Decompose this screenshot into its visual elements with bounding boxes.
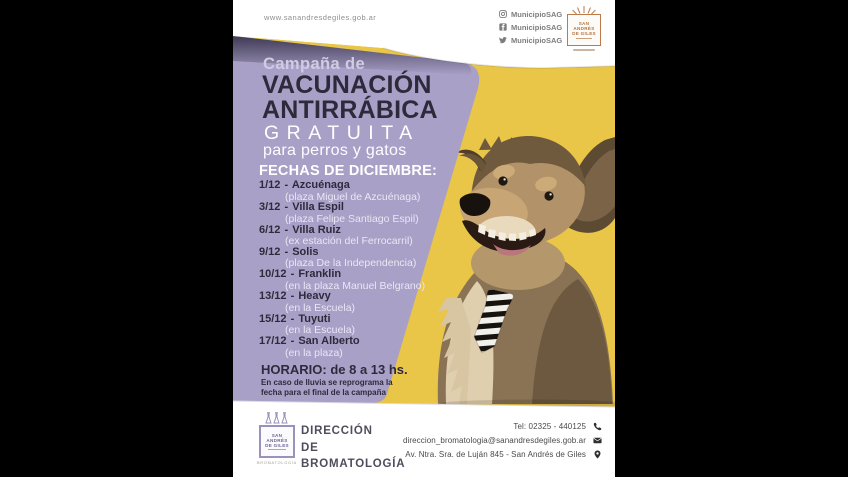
schedule-location: (plaza Miguel de Azcuénaga) bbox=[285, 190, 421, 203]
schedule-location: (en la plaza Manuel Belgrano) bbox=[285, 279, 426, 292]
sun-rays-icon bbox=[571, 5, 597, 14]
instagram-handle: MunicipioSAG bbox=[511, 9, 563, 19]
logo-rule bbox=[268, 449, 286, 450]
logo-line: ANDRÉS bbox=[266, 437, 288, 443]
schedule-separator: - bbox=[284, 201, 289, 214]
schedule-place: San Alberto bbox=[298, 335, 360, 348]
vaccination-flyer bbox=[233, 0, 615, 477]
logo-line: SAN bbox=[271, 432, 283, 438]
lab-flasks-icon bbox=[264, 412, 290, 425]
contact-row-email bbox=[403, 435, 602, 445]
facebook-handle: MunicipioSAG bbox=[511, 22, 563, 32]
schedule-location: (plaza De la Independencia) bbox=[285, 257, 417, 270]
social-row-facebook bbox=[499, 22, 562, 32]
schedule-item bbox=[259, 180, 425, 202]
schedule-place: Solis bbox=[292, 245, 319, 258]
schedule-separator: - bbox=[290, 290, 295, 303]
logo-slogan bbox=[573, 49, 595, 51]
logo-rule bbox=[576, 38, 592, 39]
schedule-date: 9/12 bbox=[259, 245, 281, 258]
bromatology-logo-box bbox=[259, 425, 295, 458]
street-address: Av. Ntra. Sra. de Luján 845 - San Andrés de Giles bbox=[405, 449, 586, 459]
schedule-location: (en la plaza) bbox=[285, 346, 343, 359]
hours-heading: HORARIO: de 8 a 13 hs. bbox=[261, 362, 408, 377]
schedule-location: (ex estación del Ferrocarril) bbox=[285, 235, 413, 248]
schedule-place: Villa Ruiz bbox=[292, 223, 341, 236]
schedule-separator: - bbox=[290, 335, 295, 348]
schedule-place: Heavy bbox=[298, 290, 331, 303]
municipality-logo bbox=[563, 5, 605, 51]
campaign-intro: Campaña de bbox=[263, 55, 366, 73]
department-line1: DIRECCIÓN bbox=[301, 425, 373, 437]
logo-line: ANDRÉS bbox=[573, 26, 595, 32]
schedule-separator: - bbox=[284, 179, 289, 191]
schedule-heading: FECHAS DE DICIEMBRE: bbox=[259, 163, 438, 179]
logo-line: DE GILES bbox=[572, 31, 596, 37]
website-url: www.sanandresdegiles.gob.ar bbox=[264, 13, 377, 22]
schedule-separator: - bbox=[290, 312, 295, 325]
schedule-place: Tuyuti bbox=[298, 312, 331, 325]
department-line2: DE bbox=[301, 441, 319, 454]
schedule-item bbox=[259, 247, 425, 269]
social-links bbox=[499, 9, 562, 45]
schedule-date: 6/12 bbox=[259, 223, 281, 236]
campaign-title-line1: VACUNACIÓN bbox=[262, 71, 432, 99]
logo-line: DE GILES bbox=[265, 442, 289, 448]
schedule-separator: - bbox=[290, 268, 295, 281]
schedule-item bbox=[259, 291, 425, 313]
schedule-item bbox=[259, 225, 425, 247]
schedule-date: 17/12 bbox=[259, 335, 287, 348]
schedule-item bbox=[259, 202, 425, 224]
schedule-separator: - bbox=[284, 223, 289, 236]
schedule-date: 13/12 bbox=[259, 290, 287, 303]
schedule-date: 3/12 bbox=[259, 201, 281, 214]
twitter-handle: MunicipioSAG bbox=[511, 35, 563, 45]
twitter-icon bbox=[499, 36, 507, 44]
instagram-icon bbox=[499, 10, 507, 18]
campaign-free-label: GRATUITA bbox=[264, 122, 420, 144]
schedule-item bbox=[259, 336, 425, 358]
department-line3: BROMATOLOGÍA bbox=[301, 458, 406, 471]
facebook-icon bbox=[499, 23, 507, 31]
location-pin-icon bbox=[593, 450, 602, 459]
contact-row-address bbox=[405, 449, 602, 459]
contact-row-phone bbox=[513, 421, 602, 431]
schedule-item bbox=[259, 314, 425, 336]
schedule-date: 1/12 bbox=[259, 179, 281, 191]
phone-icon bbox=[593, 422, 602, 431]
rain-note-line2: fecha para el final de la campaña bbox=[261, 388, 386, 397]
schedule-place: Franklin bbox=[298, 268, 342, 281]
rain-note-line1: En caso de lluvia se reprograma la bbox=[261, 378, 393, 387]
schedule-date: 15/12 bbox=[259, 312, 287, 325]
department-name bbox=[301, 423, 405, 473]
schedule-location: (en la Escuela) bbox=[285, 324, 356, 337]
campaign-title-line2: ANTIRRÁBICA bbox=[262, 96, 438, 124]
phone-number: Tel: 02325 - 440125 bbox=[513, 421, 586, 431]
schedule-date: 10/12 bbox=[259, 268, 287, 281]
email-address: direccion_bromatologia@sanandresdegiles.gob.ar bbox=[402, 435, 586, 445]
logo-line: SAN bbox=[578, 21, 590, 27]
contact-info bbox=[403, 421, 602, 459]
campaign-subtitle: para perros y gatos bbox=[263, 142, 407, 159]
schedule-item bbox=[259, 269, 425, 291]
schedule-place: Azcuénaga bbox=[291, 179, 350, 191]
bromatology-logo bbox=[254, 412, 300, 465]
social-row-instagram bbox=[499, 9, 562, 19]
schedule-separator: - bbox=[284, 245, 289, 258]
email-icon bbox=[593, 436, 602, 445]
social-row-twitter bbox=[499, 35, 562, 45]
bromatology-logo-caption: BROMATOLOGÍA bbox=[256, 461, 298, 465]
schedule-location: (en la Escuela) bbox=[285, 301, 356, 314]
schedule-list bbox=[259, 180, 425, 358]
municipality-logo-box bbox=[567, 14, 601, 46]
schedule-location: (plaza Felipe Santiago Espil) bbox=[285, 212, 419, 225]
schedule-place: Villa Espil bbox=[292, 201, 344, 214]
